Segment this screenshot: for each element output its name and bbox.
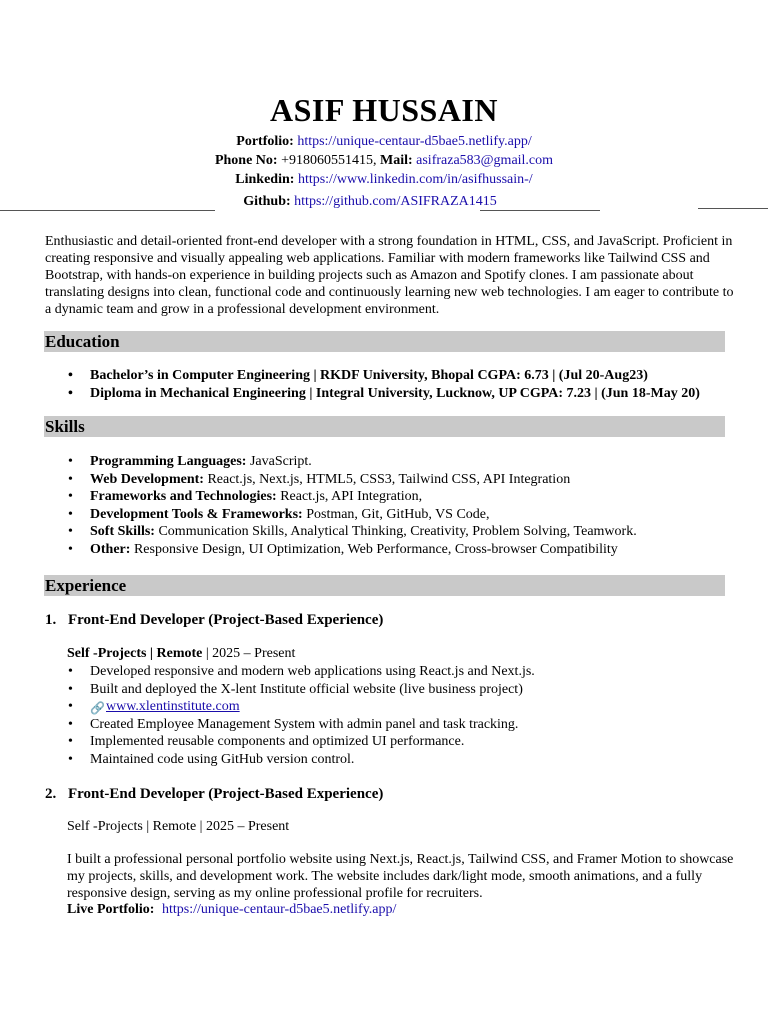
xlent-institute-link[interactable]: www.xlentinstitute.com <box>106 699 240 714</box>
skill-value: Communication Skills, Analytical Thinking, Creativity, Problem Solving, Teamwork. <box>154 524 637 539</box>
list-item: • Implemented reusable components and optimized UI performance. <box>68 733 738 751</box>
experience-title: Experience <box>45 576 127 595</box>
skill-label: Other: <box>90 541 131 557</box>
skill-label: Programming Languages: <box>90 454 247 469</box>
job-1-meta <box>67 646 295 662</box>
list-item: • Maintained code using GitHub version control. <box>68 751 738 769</box>
mail-link[interactable]: asifraza583@gmail.com <box>416 153 554 168</box>
skill-label: Soft Skills: <box>90 524 155 539</box>
job-number: 1. <box>45 612 57 628</box>
portfolio-link[interactable]: https://unique-centaur-d5bae5.netlify.app/ <box>297 134 532 149</box>
job-number: 2. <box>45 786 57 802</box>
education-header <box>44 331 725 352</box>
list-item <box>68 541 738 559</box>
github-line <box>0 193 754 211</box>
list-item: • Diploma in Mechanical Engineering | Integral University, Lucknow, UP CGPA: 7.23 | (Jun 18-May 20) <box>68 385 738 403</box>
linkedin-label: Linkedin: <box>235 172 295 187</box>
list-item <box>68 453 738 471</box>
skills-list <box>68 453 738 558</box>
education-title: Education <box>45 332 120 351</box>
professional-summary: Enthusiastic and detail-oriented front-end developer with a strong foundation in HTML, CSS, and JavaScript. Proficient in creating responsive and visually appealing web applications. Familiar with modern frameworks like Tailwind CSS and Bootstrap, with hands-on experience in building projects such as Amazon and Spotify clones. I am passionate about translating designs into clean, functional code and continuously learning new web technologies. I am eager to contribute to a dynamic team and grow in a professional development environment. <box>45 234 734 317</box>
job-title-text: Front-End Developer (Project-Based Experience) <box>68 786 384 802</box>
list-item: • Developed responsive and modern web applications using React.js and Next.js. <box>68 663 738 681</box>
phone-mail-line <box>0 152 768 170</box>
link-icon: • 🔗 <box>90 701 105 715</box>
skill-value: React.js, Next.js, HTML5, CSS3, Tailwind CSS, API Integration <box>203 471 571 487</box>
job-1-bullets <box>68 663 738 768</box>
skill-value: React.js, API Integration, <box>276 489 423 504</box>
skill-label: Web Development: <box>90 471 204 487</box>
list-item: • Built and deployed the X-lent Institute official website (live business project) <box>68 681 738 699</box>
live-portfolio-link[interactable]: https://unique-centaur-d5bae5.netlify.app/ <box>161 902 397 917</box>
resume-name: ASIF HUSSAIN <box>270 92 498 128</box>
skills-title: Skills <box>45 417 85 436</box>
portfolio-label: Portfolio: <box>236 134 294 149</box>
live-portfolio-label: Live Portfolio: <box>67 902 155 917</box>
live-portfolio-row <box>67 902 396 918</box>
job-2-meta: Self -Projects | Remote | 2025 – Present <box>67 819 290 834</box>
github-label: Github: <box>243 194 291 209</box>
education-list <box>68 367 738 402</box>
skill-value: Postman, Git, GitHub, VS Code, <box>302 506 490 522</box>
job-2-title <box>45 786 383 803</box>
phone-value: +918060551415, <box>281 153 377 168</box>
job-2-description: I built a professional personal portfolio website using Next.js, React.js, Tailwind CSS, and Framer Motion to showcase my projects, skills, and development work. The website includes dark/light mode, smooth animations, and a fully responsive design, serving as my online professional profile for recruiters. <box>67 852 734 901</box>
list-item <box>68 488 738 506</box>
header-divider-left <box>0 210 215 211</box>
phone-label: Phone No: <box>214 153 278 168</box>
github-link[interactable]: https://github.com/ASIFRAZA1415 <box>294 194 497 209</box>
skill-value: JavaScript. <box>246 454 312 469</box>
skills-header <box>44 416 725 437</box>
skill-label: Development Tools & Frameworks: <box>90 506 303 522</box>
sub-link-wrap <box>90 699 240 714</box>
job-meta-bold: Self -Projects | Remote <box>67 646 203 661</box>
header-divider-right <box>698 208 768 209</box>
job-1-title <box>45 612 383 629</box>
portfolio-line <box>0 133 768 151</box>
mail-label: Mail: <box>379 153 413 168</box>
list-item <box>68 523 738 541</box>
skill-value: Responsive Design, UI Optimization, Web Performance, Cross-browser Compatibility <box>130 541 618 557</box>
list-item <box>68 471 738 489</box>
experience-header <box>44 575 725 596</box>
header-divider-mid <box>480 210 600 211</box>
list-item <box>68 506 738 524</box>
job-title-text: Front-End Developer (Project-Based Experience) <box>68 612 384 628</box>
skill-label: Frameworks and Technologies: <box>90 489 277 504</box>
job-meta-rest: | 2025 – Present <box>202 646 296 661</box>
list-item: • Bachelor’s in Computer Engineering | RKDF University, Bhopal CGPA: 6.73 | (Jul 20-Aug23) <box>68 367 738 385</box>
linkedin-line <box>0 171 768 189</box>
sub-link-row <box>68 698 738 716</box>
linkedin-link[interactable]: https://www.linkedin.com/in/asifhussain-/ <box>297 172 533 187</box>
list-item: • Created Employee Management System with admin panel and task tracking. <box>68 716 738 734</box>
